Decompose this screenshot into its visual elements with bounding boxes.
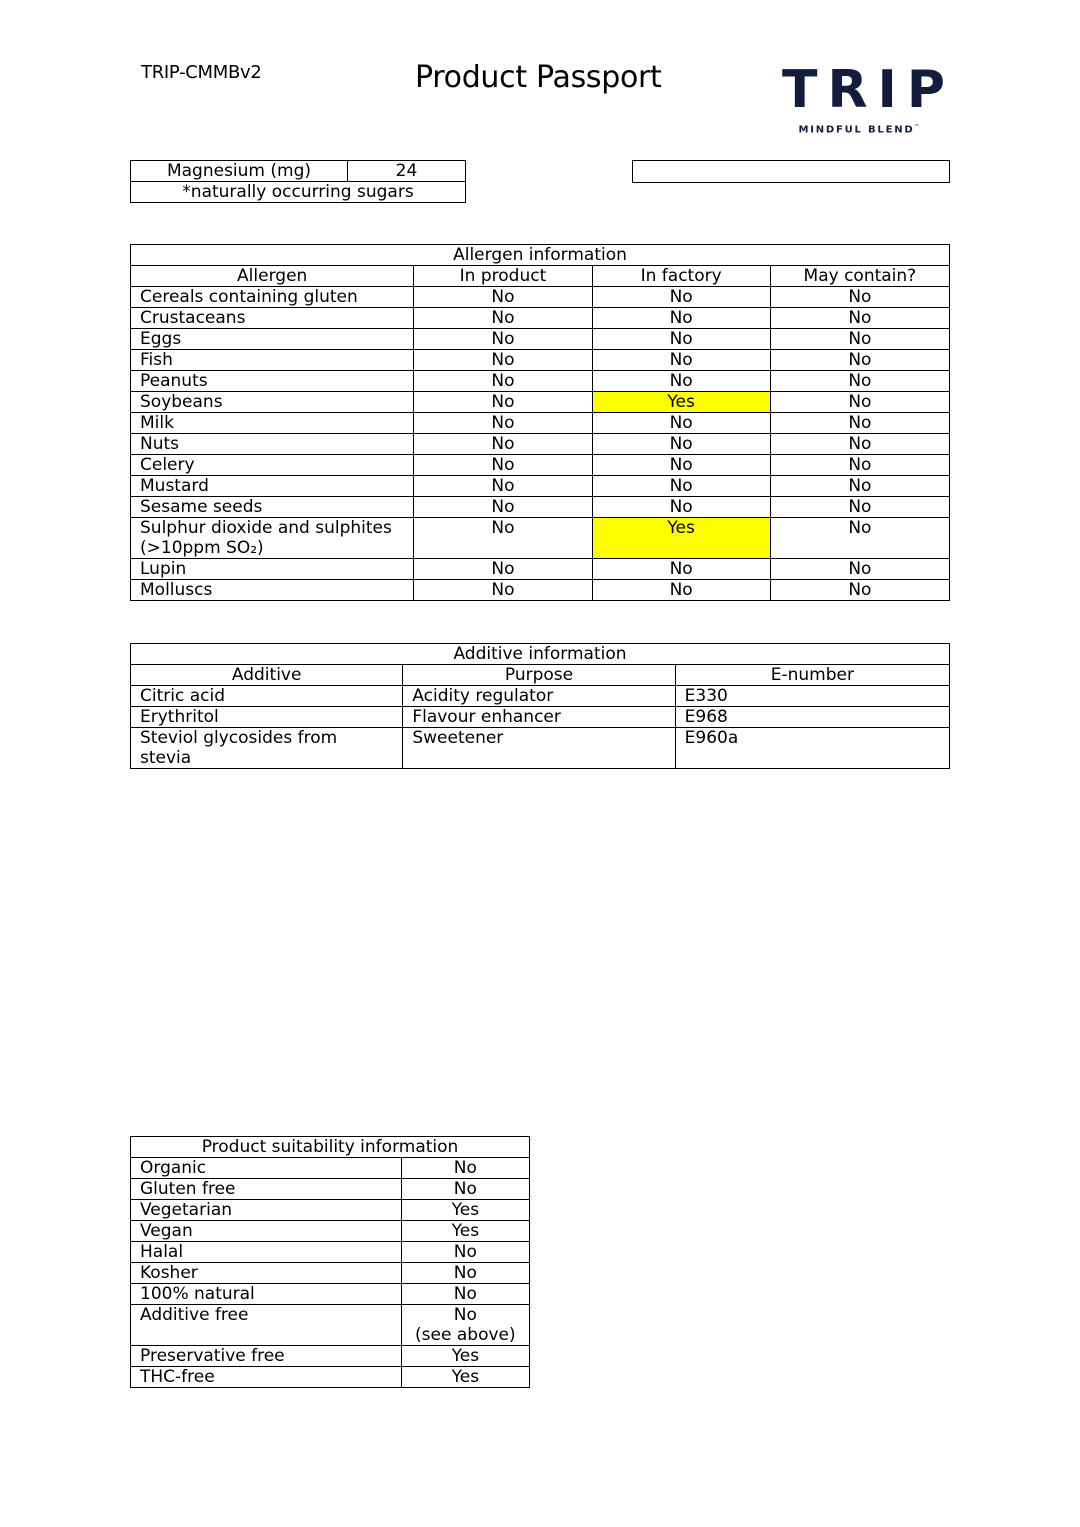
suitability-value: No: [453, 1305, 477, 1325]
may-contain-value: No: [770, 350, 949, 371]
suitability-value-cell: [401, 1221, 529, 1242]
suitability-value: Yes: [451, 1367, 480, 1387]
column-header: Purpose: [403, 665, 675, 686]
suitability-table-title: Product suitability information: [131, 1137, 530, 1158]
column-header: May contain?: [770, 266, 949, 287]
in-product-value: No: [414, 350, 592, 371]
table-row: [131, 182, 466, 203]
allergen-name: Fish: [131, 350, 414, 371]
suitability-label: Vegetarian: [131, 1200, 402, 1221]
nutrient-value: 24: [348, 161, 466, 182]
table-row: [131, 434, 950, 455]
table-header-row: [131, 266, 950, 287]
in-factory-value: No: [592, 350, 770, 371]
in-factory-value: No: [592, 559, 770, 580]
allergen-name: Lupin: [131, 559, 414, 580]
allergen-name: Crustaceans: [131, 308, 414, 329]
document-code: TRIP-CMMBv2: [141, 62, 262, 83]
may-contain-value: No: [770, 392, 949, 413]
suitability-value-cell: [401, 1158, 529, 1179]
allergen-name: Sesame seeds: [131, 497, 414, 518]
table-title-row: [131, 644, 950, 665]
additive-enumber: E968: [675, 707, 949, 728]
table-row: [131, 1284, 530, 1305]
may-contain-value: No: [770, 413, 949, 434]
suitability-label: Additive free: [131, 1305, 402, 1346]
suitability-value: Yes: [451, 1221, 480, 1241]
allergen-name: Eggs: [131, 329, 414, 350]
suitability-value-cell: [401, 1346, 529, 1367]
allergen-name: Molluscs: [131, 580, 414, 601]
suitability-label: Kosher: [131, 1263, 402, 1284]
in-factory-value: No: [592, 287, 770, 308]
additive-purpose: Sweetener: [403, 728, 675, 769]
column-header: Allergen: [131, 266, 414, 287]
table-row: [131, 559, 950, 580]
in-product-value: No: [414, 392, 592, 413]
in-product-value: No: [414, 476, 592, 497]
may-contain-value: No: [770, 287, 949, 308]
suitability-value: Yes: [451, 1346, 480, 1366]
table-row: [131, 1158, 530, 1179]
table-row: [131, 497, 950, 518]
suitability-value: No: [453, 1242, 477, 1262]
may-contain-value: No: [770, 559, 949, 580]
additive-purpose: Acidity regulator: [403, 686, 675, 707]
suitability-value: No: [453, 1158, 477, 1178]
may-contain-value: No: [770, 476, 949, 497]
in-factory-value: Yes: [592, 392, 770, 413]
in-factory-value: No: [592, 497, 770, 518]
in-product-value: No: [414, 308, 592, 329]
may-contain-value: No: [770, 371, 949, 392]
table-row: [131, 455, 950, 476]
additive-table-title: Additive information: [131, 644, 950, 665]
suitability-value: No: [453, 1179, 477, 1199]
in-product-value: No: [414, 580, 592, 601]
may-contain-value: No: [770, 497, 949, 518]
in-factory-value: No: [592, 413, 770, 434]
logo-tagline: MINDFUL BLEND™: [798, 124, 920, 136]
suitability-value-cell: [401, 1367, 529, 1388]
table-row: [131, 329, 950, 350]
allergen-name: Sulphur dioxide and sulphites (>10ppm SO₂): [131, 518, 414, 559]
in-product-value: No: [414, 413, 592, 434]
suitability-rows: [131, 1158, 530, 1388]
in-factory-value: No: [592, 329, 770, 350]
additive-enumber: E960a: [675, 728, 949, 769]
in-factory-value: No: [592, 371, 770, 392]
suitability-label: 100% natural: [131, 1284, 402, 1305]
in-product-value: No: [414, 287, 592, 308]
table-title-row: [131, 1137, 530, 1158]
table-row: [131, 161, 466, 182]
allergen-name: Celery: [131, 455, 414, 476]
column-header: E-number: [675, 665, 949, 686]
table-row: [131, 1200, 530, 1221]
in-product-value: No: [414, 497, 592, 518]
suitability-value-cell: [401, 1242, 529, 1263]
in-factory-value: No: [592, 434, 770, 455]
suitability-label: THC-free: [131, 1367, 402, 1388]
suitability-value-cell: [401, 1200, 529, 1221]
table-row: [131, 1221, 530, 1242]
additive-name: Erythritol: [131, 707, 403, 728]
page-title: Product Passport: [415, 60, 662, 95]
in-product-value: No: [414, 434, 592, 455]
table-row: [131, 308, 950, 329]
in-factory-value: No: [592, 476, 770, 497]
additive-enumber: E330: [675, 686, 949, 707]
suitability-label: Preservative free: [131, 1346, 402, 1367]
may-contain-value: No: [770, 434, 949, 455]
suitability-label: Halal: [131, 1242, 402, 1263]
table-row: [131, 580, 950, 601]
table-row: [131, 686, 950, 707]
table-row: [131, 518, 950, 559]
in-product-value: No: [414, 371, 592, 392]
may-contain-value: No: [770, 580, 949, 601]
allergen-name: Mustard: [131, 476, 414, 497]
suitability-label: Gluten free: [131, 1179, 402, 1200]
table-row: [131, 287, 950, 308]
additive-name: Citric acid: [131, 686, 403, 707]
allergen-name: Milk: [131, 413, 414, 434]
suitability-value: No: [453, 1284, 477, 1304]
in-product-value: No: [414, 455, 592, 476]
in-factory-value: No: [592, 580, 770, 601]
suitability-label: Vegan: [131, 1221, 402, 1242]
in-product-value: No: [414, 518, 592, 559]
may-contain-value: No: [770, 518, 949, 559]
in-factory-value: No: [592, 308, 770, 329]
allergen-name: Peanuts: [131, 371, 414, 392]
suitability-table: [130, 1136, 530, 1388]
allergen-table-title: Allergen information: [131, 245, 950, 266]
allergen-rows: [131, 287, 950, 601]
nutrition-table: [130, 160, 466, 203]
allergen-table: [130, 244, 950, 601]
may-contain-value: No: [770, 455, 949, 476]
column-header: In factory: [592, 266, 770, 287]
nutrient-label: Magnesium (mg): [131, 161, 348, 182]
suitability-value-cell: [401, 1263, 529, 1284]
table-row: [131, 350, 950, 371]
allergen-name: Soybeans: [131, 392, 414, 413]
additive-purpose: Flavour enhancer: [403, 707, 675, 728]
table-row: [131, 476, 950, 497]
suitability-value-cell: [401, 1305, 529, 1346]
additive-name: Steviol glycosides from stevia: [131, 728, 403, 769]
empty-box: [632, 160, 950, 183]
table-row: [131, 413, 950, 434]
suitability-value-cell: [401, 1179, 529, 1200]
suitability-value: No: [453, 1263, 477, 1283]
in-factory-value: No: [592, 455, 770, 476]
table-row: [131, 707, 950, 728]
table-row: [131, 1263, 530, 1284]
suitability-label: Organic: [131, 1158, 402, 1179]
suitability-value-cell: [401, 1284, 529, 1305]
suitability-note: (see above): [415, 1325, 516, 1345]
nutrition-footnote: *naturally occurring sugars: [131, 182, 466, 203]
table-row: [131, 392, 950, 413]
trip-logo: [776, 60, 955, 138]
allergen-name: Nuts: [131, 434, 414, 455]
column-header: In product: [414, 266, 592, 287]
logo-wordmark: TRIP: [782, 60, 955, 120]
suitability-value: Yes: [451, 1200, 480, 1220]
table-title-row: [131, 245, 950, 266]
table-row: [131, 1367, 530, 1388]
allergen-name: Cereals containing gluten: [131, 287, 414, 308]
may-contain-value: No: [770, 308, 949, 329]
in-product-value: No: [414, 329, 592, 350]
column-header: Additive: [131, 665, 403, 686]
in-product-value: No: [414, 559, 592, 580]
table-row: [131, 728, 950, 769]
table-row: [131, 1242, 530, 1263]
table-row: [131, 1346, 530, 1367]
table-row: [131, 1305, 530, 1346]
may-contain-value: No: [770, 329, 949, 350]
table-row: [131, 1179, 530, 1200]
table-row: [131, 371, 950, 392]
table-header-row: [131, 665, 950, 686]
additive-table: [130, 643, 950, 769]
in-factory-value: Yes: [592, 518, 770, 559]
